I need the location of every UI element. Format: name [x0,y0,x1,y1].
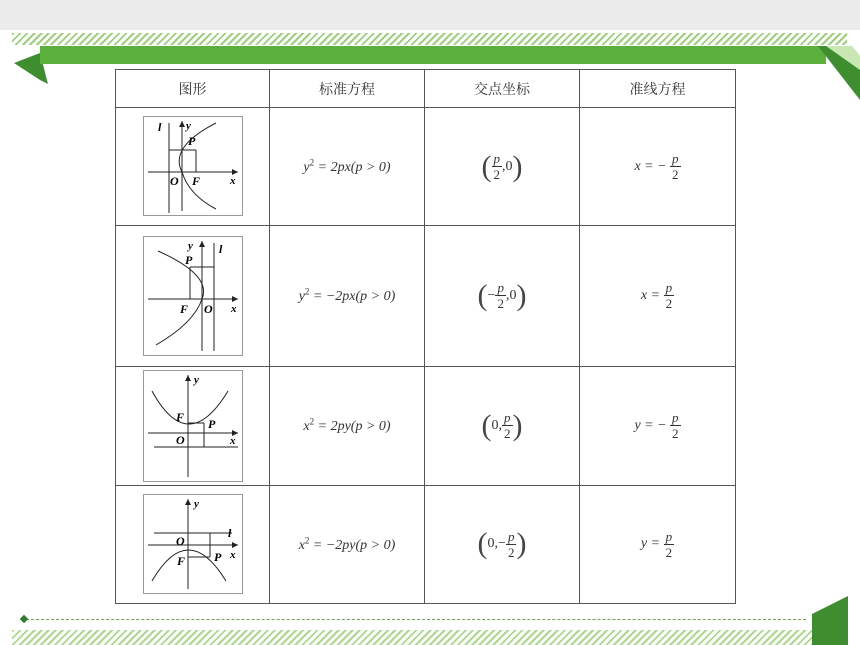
focus-suffix: ,0 [502,158,513,174]
equation-cell [270,367,425,485]
fig-label-y: y [193,498,199,511]
equation-exponent: 2 [304,534,310,545]
focus-denominator: 2 [497,296,504,312]
fig-label-p: P [213,550,221,565]
fig-label-p: P [184,252,192,267]
equation-variable: y [298,289,305,305]
focus-denominator: 2 [507,544,515,560]
bottom-stripe-decoration [12,630,847,645]
equation-cell [270,225,425,367]
fig-label-y: y [187,239,193,252]
directrix-equation [634,150,680,182]
focus-denominator: 2 [504,426,511,442]
fig-label-f: F [191,174,200,189]
fig-label-p: P [207,416,215,431]
equation-exponent: 2 [304,286,310,297]
focus-coordinates: (− $\frac{p}{2}$ ,0) [477,278,527,312]
fig-label-x: x [230,302,236,315]
header-directrix-equation: 准线方程 [580,70,736,108]
table-row [116,485,736,603]
directrix-denominator: 2 [665,296,673,312]
fig-label-y: y [193,373,199,386]
directrix-lhs: y = − [634,417,667,433]
focus-denominator: 2 [493,166,500,182]
fig-label-f: F [179,301,188,316]
equation-variable: x [303,419,310,435]
directrix-denominator: 2 [665,544,673,560]
focus-cell [425,108,580,225]
directrix-denominator: 2 [672,426,679,442]
focus-coordinates: (0,− $\frac{p}{2}$ ) [477,527,527,561]
directrix-equation [640,528,674,560]
table-row [116,225,736,367]
fig-label-l: l [218,241,222,256]
fig-label-l: l [227,526,231,541]
focus-numerator: p [493,150,500,166]
equation-exponent: 2 [309,416,315,427]
focus-numerator: p [507,528,515,544]
focus-cell [425,485,580,603]
directrix-cell [580,367,736,485]
parabola-figure-left [143,236,243,356]
figure-cell [116,485,270,603]
focus-prefix: − [487,287,496,303]
fig-label-l: l [157,120,161,135]
focus-coordinates: (0, $\frac{p}{2}$ ) [481,408,523,442]
fig-label-x: x [229,434,235,447]
focus-cell [425,225,580,367]
equation-rhs: = 2py(p > 0) [317,419,391,435]
focus-coordinates: ( $\frac{p}{2}$ ,0) [481,149,523,183]
fig-label-o: O [175,432,185,447]
parabola-figure-up [143,370,243,482]
directrix-denominator: 2 [672,166,679,182]
directrix-lhs: x = − [634,158,667,174]
fig-label-x: x [229,549,235,562]
standard-equation [298,534,396,553]
figure-cell [116,367,270,485]
header-focus-coordinates: 交点坐标 [425,70,580,108]
equation-exponent: 2 [309,157,315,168]
top-margin [0,0,860,30]
figure-cell [116,108,270,225]
fig-label-p: P [187,134,195,149]
table-row [116,367,736,485]
header-standard-equation: 标准方程 [270,70,425,108]
directrix-cell [580,225,736,367]
directrix-numerator: p [672,410,679,426]
header-figure: 图形 [116,70,270,108]
equation-variable: y [303,159,310,175]
footer-corner-decoration [800,596,860,645]
focus-suffix: ,0 [505,287,517,303]
equation-rhs: = 2px(p > 0) [317,159,391,175]
directrix-lhs: x = [640,287,661,303]
equation-variable: x [298,537,305,553]
directrix-numerator: p [665,528,673,544]
footer-dashed-line [26,619,806,620]
fig-label-y: y [185,120,191,133]
figure-cell [116,225,270,367]
standard-equation [303,416,391,435]
standard-equation [303,157,391,175]
fig-label-o: O [175,534,185,549]
parabola-figure-right [143,116,243,216]
fig-label-o: O [169,174,179,189]
focus-cell [425,367,580,485]
focus-numerator: p [497,280,504,296]
fig-label-x: x [229,175,235,188]
directrix-numerator: p [665,280,673,296]
standard-equation [298,286,396,305]
directrix-numerator: p [672,150,679,166]
directrix-lhs: y = [640,536,661,552]
parabola-table [115,69,736,604]
directrix-cell [580,485,736,603]
equation-rhs: = −2py(p > 0) [312,537,396,553]
table-header-row [116,70,736,108]
directrix-cell [580,108,736,225]
fig-label-f: F [175,409,184,424]
fig-label-f: F [176,554,185,569]
fig-label-o: O [203,301,213,316]
equation-cell [270,108,425,225]
focus-numerator: p [504,410,511,426]
focus-prefix: 0,− [487,536,506,552]
footer-diamond-icon [20,615,28,623]
directrix-equation [640,280,674,312]
equation-rhs: = −2px(p > 0) [312,289,396,305]
directrix-equation [634,410,680,442]
parabola-figure-down [143,494,243,594]
table-row [116,108,736,225]
equation-cell [270,485,425,603]
focus-prefix: 0, [491,417,502,433]
